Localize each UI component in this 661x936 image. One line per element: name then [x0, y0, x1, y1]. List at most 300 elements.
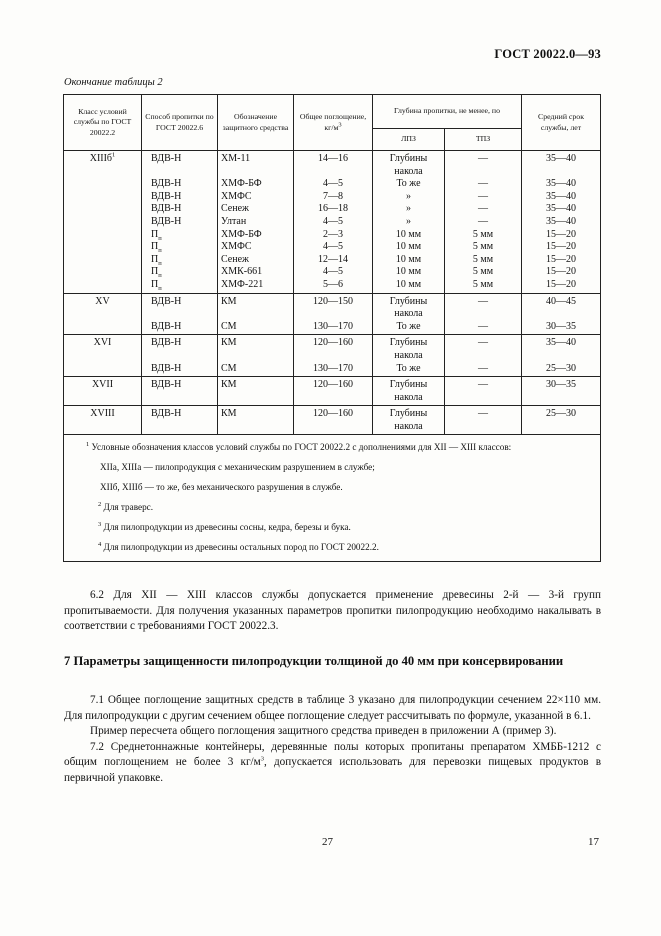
table-row — [64, 406, 601, 435]
cell-line — [448, 178, 518, 191]
cell-line — [297, 229, 369, 242]
cell-line — [525, 229, 597, 242]
lpz-value: 10 мм — [395, 241, 422, 253]
cell-depth-tpz — [445, 377, 522, 406]
cell-depth-tpz — [445, 293, 522, 335]
line-spacer — [221, 166, 290, 179]
agent-value: ХМФС — [221, 190, 252, 202]
cell-service-life — [522, 335, 601, 377]
lpz-value: накола — [394, 308, 423, 320]
class-label — [67, 296, 138, 309]
cell-agent — [218, 293, 294, 335]
lpz-value: 10 мм — [395, 278, 422, 290]
lpz-line — [376, 203, 441, 216]
lpz-value: Глубины — [389, 408, 428, 420]
footnote-text: Условные обозначения классов условий службы по ГОСТ 20022.2 с дополнениями для XII — XIII классов: — [91, 442, 512, 453]
tpz-value: 5 мм — [472, 266, 494, 278]
cell-line — [525, 153, 597, 166]
paragraph-7-1-example: Пример пересчета общего поглощения защитного средства приведен в приложении А (пример 3). — [90, 725, 557, 738]
line-spacer — [221, 350, 290, 363]
lpz-line — [376, 421, 441, 434]
class-value: XVIII — [90, 408, 115, 420]
footnote-text: XIIб, XIIIб — то же, без механического разрушения в службе. — [100, 482, 343, 493]
cell-line — [525, 191, 597, 204]
cell-line — [151, 191, 214, 204]
cell-line — [297, 363, 369, 376]
method-value: ВДВ-Н — [151, 337, 182, 349]
lpz-line — [376, 308, 441, 321]
cell-absorption — [294, 335, 373, 377]
agent-value: СМ — [221, 362, 237, 374]
cell-line — [221, 266, 290, 279]
lpz-value: 10 мм — [395, 266, 422, 278]
line-spacer — [525, 392, 597, 405]
cell-depth-lpz — [373, 406, 445, 435]
footnote — [86, 441, 596, 453]
cell-agent — [218, 151, 294, 294]
page-number-right: 17 — [588, 836, 599, 848]
absorption-value: 2—3 — [323, 228, 343, 240]
cell-line — [151, 379, 214, 392]
agent-value: Ултан — [221, 215, 247, 227]
method-value: ВДВ-Н — [151, 295, 182, 307]
lpz-value: То же — [396, 362, 421, 374]
cell-line — [221, 363, 290, 376]
cell-line — [151, 363, 214, 376]
agent-value: ХМК-661 — [221, 266, 263, 278]
method-value: ВДВ-Н — [151, 178, 182, 190]
cell-line — [525, 178, 597, 191]
line-spacer — [525, 421, 597, 434]
cell-line — [221, 337, 290, 350]
page-number-center: 27 — [322, 836, 333, 848]
cell-line — [297, 408, 369, 421]
method-value: П — [151, 266, 159, 278]
footnote — [86, 481, 596, 493]
paragraph-7-2-part-a: 7.2 Среднетоннажные контейнеры, деревянные полы которых пропитаны препаратом ХМББ-1212 с общим поглощением не более 3 кг/м — [64, 740, 601, 769]
cell-depth-lpz — [373, 151, 445, 294]
line-spacer — [297, 350, 369, 363]
cell-service-class — [64, 151, 142, 294]
cell-line — [297, 153, 369, 166]
cell-line — [525, 321, 597, 334]
cell-depth-lpz — [373, 377, 445, 406]
method-value: ВДВ-Н — [151, 408, 182, 420]
paragraph-6-2: 6.2 Для XII — XIII классов службы допускается применение древесины 2-й — 3-й групп пропитываемости. Для получения указанных параметров пропитки пилопродукцию необходимо накалывать в соответствии с требованиями ГОСТ 20022.3. — [64, 589, 601, 633]
line-spacer — [151, 350, 214, 363]
class-value: XVII — [91, 379, 114, 391]
paragraph-7-2 — [64, 740, 601, 787]
table-row — [64, 151, 601, 294]
method-subscript: п — [158, 247, 162, 255]
cell-line — [297, 321, 369, 334]
absorption-value: 120—160 — [313, 408, 353, 420]
agent-value: КМ — [221, 295, 237, 307]
cell-line — [297, 216, 369, 229]
method-value: ВДВ-Н — [151, 379, 182, 391]
method-value: ВДВ-Н — [151, 203, 182, 215]
agent-value: ХМФ-БФ — [221, 178, 262, 190]
life-value: 35—40 — [546, 153, 577, 164]
method-value: ВДВ-Н — [151, 320, 182, 332]
cell-impregnation-method — [142, 406, 218, 435]
cell-line — [448, 153, 518, 166]
lpz-value: То же — [396, 320, 421, 332]
cell-line — [297, 296, 369, 309]
footnote — [86, 541, 596, 553]
cell-line — [297, 266, 369, 279]
lpz-line — [376, 241, 441, 254]
cell-line — [151, 203, 214, 216]
cell-line — [448, 363, 518, 376]
paragraph-7-2-part-b: , допускается использовать для перевозки пищевых продуктов в первичной упаковке. — [64, 756, 601, 784]
lpz-value: Глубины — [389, 379, 428, 391]
table-notes — [64, 435, 601, 562]
cell-line — [525, 203, 597, 216]
cell-line — [448, 266, 518, 279]
cell-impregnation-method — [142, 377, 218, 406]
tpz-value: — — [478, 203, 488, 215]
cell-line — [525, 363, 597, 376]
table-row — [64, 293, 601, 335]
header-service-life: Средний срок службы, лет — [522, 95, 601, 151]
cell-service-class — [64, 377, 142, 406]
life-value: 35—40 — [546, 203, 577, 215]
lpz-value: 10 мм — [395, 228, 422, 240]
line-spacer — [297, 166, 369, 179]
header-absorption-sup: 3 — [338, 120, 342, 128]
absorption-value: 7—8 — [323, 190, 343, 202]
method-value: П — [151, 253, 159, 265]
absorption-value: 4—5 — [323, 266, 343, 278]
cell-line — [448, 408, 518, 421]
cell-line — [448, 337, 518, 350]
protection-parameters-table — [63, 94, 601, 562]
life-value: 15—20 — [546, 228, 577, 240]
method-value: П — [151, 228, 159, 240]
lpz-value: Глубины — [389, 295, 428, 307]
method-value: ВДВ-Н — [151, 190, 182, 202]
tpz-value: — — [478, 215, 488, 227]
cell-line — [297, 241, 369, 254]
cell-absorption — [294, 293, 373, 335]
cell-line — [221, 203, 290, 216]
agent-value: КМ — [221, 379, 237, 391]
line-spacer — [448, 392, 518, 405]
lpz-value: накола — [394, 349, 423, 361]
cell-line — [151, 279, 214, 292]
lpz-value: То же — [396, 178, 421, 190]
lpz-line — [376, 279, 441, 292]
lpz-line — [376, 216, 441, 229]
cell-line — [448, 203, 518, 216]
agent-value: КМ — [221, 337, 237, 349]
line-spacer — [525, 308, 597, 321]
absorption-value: 5—6 — [323, 278, 343, 290]
line-spacer — [221, 308, 290, 321]
cell-line — [221, 216, 290, 229]
absorption-value: 4—5 — [323, 215, 343, 227]
cell-line — [151, 153, 214, 166]
line-spacer — [221, 392, 290, 405]
cell-line — [525, 266, 597, 279]
cell-line — [151, 408, 214, 421]
cell-absorption — [294, 377, 373, 406]
cell-line — [221, 254, 290, 267]
footnote-text: Для пилопродукции из древесины остальных пород по ГОСТ 20022.2. — [103, 542, 379, 553]
cell-line — [448, 321, 518, 334]
line-spacer — [297, 308, 369, 321]
cell-line — [151, 337, 214, 350]
class-label — [67, 337, 138, 350]
document-code: ГОСТ 20022.0—93 — [494, 47, 601, 61]
life-value: 25—30 — [546, 362, 577, 374]
paragraph-7-2-sup: 3 — [260, 755, 264, 763]
cell-line — [151, 321, 214, 334]
lpz-line — [376, 392, 441, 405]
agent-value: Сенеж — [221, 253, 249, 265]
lpz-value: накола — [394, 165, 423, 177]
line-spacer — [448, 166, 518, 179]
cell-line — [297, 191, 369, 204]
method-subscript: п — [158, 259, 162, 267]
section-7-body — [64, 693, 601, 787]
lpz-value: » — [406, 203, 411, 215]
method-subscript: п — [158, 272, 162, 280]
agent-value: СМ — [221, 320, 237, 332]
cell-line — [297, 203, 369, 216]
cell-line — [221, 229, 290, 242]
class-footnote-mark: 1 — [112, 151, 116, 159]
cell-impregnation-method — [142, 151, 218, 294]
absorption-value: 4—5 — [323, 241, 343, 253]
tpz-value: — — [478, 190, 488, 202]
cell-line — [448, 241, 518, 254]
cell-line — [221, 241, 290, 254]
footnote-text: Для пилопродукции из древесины сосны, кедра, березы и бука. — [103, 522, 351, 533]
line-spacer — [297, 421, 369, 434]
life-value: 30—35 — [546, 320, 577, 332]
absorption-value: 14—16 — [318, 153, 348, 164]
footnote-mark: 2 — [98, 501, 102, 509]
life-value: 15—20 — [546, 278, 577, 290]
method-value: ВДВ-Н — [151, 153, 182, 164]
agent-value: ХМФ-БФ — [221, 228, 262, 240]
tpz-value: — — [478, 337, 488, 349]
cell-line — [525, 254, 597, 267]
line-spacer — [297, 392, 369, 405]
footnote-mark: 3 — [98, 521, 102, 529]
cell-line — [297, 279, 369, 292]
cell-service-life — [522, 151, 601, 294]
life-value: 35—40 — [546, 190, 577, 202]
notes-row — [64, 435, 601, 562]
absorption-value: 130—170 — [313, 362, 353, 374]
lpz-line — [376, 178, 441, 191]
cell-absorption — [294, 151, 373, 294]
cell-line — [525, 379, 597, 392]
class-value: XVI — [93, 337, 112, 349]
header-agent: Обозначение защитного средства — [218, 95, 294, 151]
lpz-line — [376, 166, 441, 179]
class-value: XV — [95, 295, 110, 307]
cell-line — [151, 254, 214, 267]
agent-value: Сенеж — [221, 203, 249, 215]
header-service-class: Класс условий службы по ГОСТ 20022.2 — [64, 95, 142, 151]
line-spacer — [448, 308, 518, 321]
absorption-value: 120—150 — [313, 295, 353, 307]
paragraph-6-2-block — [64, 588, 601, 635]
tpz-value: — — [478, 320, 488, 332]
table-row — [64, 335, 601, 377]
cell-line — [525, 241, 597, 254]
cell-line — [297, 379, 369, 392]
header-tpz: ТПЗ — [445, 129, 522, 151]
lpz-line — [376, 337, 441, 350]
tpz-value: 5 мм — [472, 228, 494, 240]
line-spacer — [151, 392, 214, 405]
tpz-value: — — [478, 295, 488, 307]
cell-line — [221, 379, 290, 392]
cell-service-life — [522, 406, 601, 435]
lpz-value: накола — [394, 391, 423, 403]
cell-service-life — [522, 293, 601, 335]
lpz-line — [376, 350, 441, 363]
cell-service-class — [64, 406, 142, 435]
class-label — [67, 408, 138, 421]
cell-depth-tpz — [445, 335, 522, 377]
cell-service-life — [522, 377, 601, 406]
cell-line — [525, 296, 597, 309]
footnote-text: XIIа, XIIIа — пилопродукция с механическим разрушением в службе; — [100, 462, 375, 473]
cell-line — [448, 191, 518, 204]
tpz-value: — — [478, 178, 488, 190]
cell-line — [221, 296, 290, 309]
header-lpz: ЛПЗ — [373, 129, 445, 151]
cell-line — [151, 178, 214, 191]
line-spacer — [525, 166, 597, 179]
lpz-line — [376, 191, 441, 204]
cell-line — [525, 408, 597, 421]
lpz-line — [376, 296, 441, 309]
cell-impregnation-method — [142, 335, 218, 377]
lpz-line — [376, 363, 441, 376]
header-depth: Глубина пропитки, не менее, по — [373, 95, 522, 129]
life-value: 40—45 — [546, 295, 577, 307]
cell-service-class — [64, 335, 142, 377]
cell-line — [448, 254, 518, 267]
paragraph-7-1: 7.1 Общее поглощение защитных средств в таблице 3 указано для пилопродукции сечением 22×110 мм. Для пилопродукции с другим сечением общее поглощение следует рассчитывать по формуле, указанной в 6.1. — [64, 694, 601, 722]
cell-line — [221, 321, 290, 334]
tpz-value: — — [478, 379, 488, 391]
life-value: 35—40 — [546, 178, 577, 190]
life-value: 35—40 — [546, 337, 577, 349]
lpz-line — [376, 153, 441, 166]
lpz-value: » — [406, 215, 411, 227]
cell-agent — [218, 406, 294, 435]
cell-line — [297, 254, 369, 267]
lpz-line — [376, 254, 441, 267]
cell-line — [525, 216, 597, 229]
method-subscript: п — [158, 234, 162, 242]
cell-depth-lpz — [373, 335, 445, 377]
footnote — [86, 521, 596, 533]
footnote-text: Для траверс. — [103, 502, 154, 513]
cell-line — [448, 279, 518, 292]
cell-depth-tpz — [445, 406, 522, 435]
class-label — [67, 379, 138, 392]
method-value: ВДВ-Н — [151, 215, 182, 227]
tpz-value: 5 мм — [472, 278, 494, 290]
cell-line — [221, 178, 290, 191]
agent-value: ХМ-11 — [221, 153, 251, 164]
section-7-heading: 7 Параметры защищенности пилопродукции толщиной до 40 мм при консервировании — [64, 654, 564, 668]
cell-line — [448, 379, 518, 392]
cell-line — [221, 408, 290, 421]
lpz-value: накола — [394, 420, 423, 432]
lpz-value: 10 мм — [395, 253, 422, 265]
tpz-value: 5 мм — [472, 241, 494, 253]
line-spacer — [221, 421, 290, 434]
cell-line — [448, 296, 518, 309]
lpz-value: » — [406, 190, 411, 202]
lpz-line — [376, 408, 441, 421]
tpz-value: — — [478, 362, 488, 374]
lpz-line — [376, 379, 441, 392]
line-spacer — [448, 350, 518, 363]
cell-line — [221, 279, 290, 292]
lpz-line — [376, 266, 441, 279]
agent-value: КМ — [221, 408, 237, 420]
cell-line — [297, 337, 369, 350]
tpz-value: — — [478, 408, 488, 420]
header-absorption — [294, 95, 373, 151]
life-value: 30—35 — [546, 379, 577, 391]
cell-line — [151, 266, 214, 279]
life-value: 35—40 — [546, 215, 577, 227]
line-spacer — [525, 350, 597, 363]
absorption-value: 120—160 — [313, 379, 353, 391]
header-impregnation-method: Способ пропитки по ГОСТ 20022.6 — [142, 95, 218, 151]
cell-line — [151, 296, 214, 309]
cell-service-class — [64, 293, 142, 335]
line-spacer — [448, 421, 518, 434]
lpz-line — [376, 229, 441, 242]
class-label — [67, 153, 138, 166]
class-value: XIIIб — [89, 153, 113, 164]
footnote-mark: 1 — [86, 441, 90, 449]
cell-impregnation-method — [142, 293, 218, 335]
cell-line — [221, 153, 290, 166]
cell-depth-lpz — [373, 293, 445, 335]
absorption-value: 4—5 — [323, 178, 343, 190]
absorption-value: 130—170 — [313, 320, 353, 332]
table-row — [64, 377, 601, 406]
agent-value: ХМФС — [221, 241, 252, 253]
lpz-value: Глубины — [389, 153, 428, 164]
tpz-value: 5 мм — [472, 253, 494, 265]
cell-line — [151, 229, 214, 242]
method-value: П — [151, 278, 159, 290]
lpz-line — [376, 321, 441, 334]
life-value: 15—20 — [546, 253, 577, 265]
cell-line — [525, 279, 597, 292]
footnote — [86, 461, 596, 473]
method-subscript: п — [158, 284, 162, 292]
absorption-value: 16—18 — [318, 203, 348, 215]
cell-depth-tpz — [445, 151, 522, 294]
table-caption: Окончание таблицы 2 — [64, 77, 163, 88]
